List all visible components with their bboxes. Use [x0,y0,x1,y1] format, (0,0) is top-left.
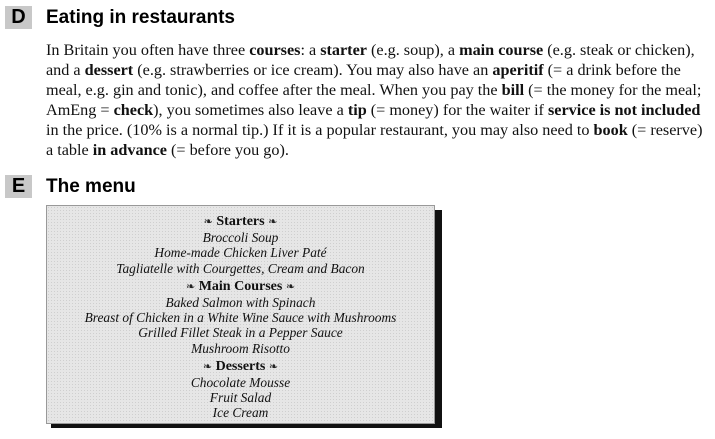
paragraph-text: (= before you go). [166,141,289,159]
key-term: in advance [92,141,167,159]
menu-group [47,279,434,356]
ornament-icon: ❧ [202,360,213,373]
paragraph-text: In Britain you often have three [46,41,250,59]
section-d-badge: D [5,6,32,29]
paragraph-text: in the price. (10% is a normal tip.) If it is a popular restaurant, you may also need to [46,121,594,139]
key-term: book [593,121,628,139]
menu-item: Broccoli Soup [202,230,279,246]
section-e-title: The menu [46,176,136,197]
paragraph-text: (e.g. soup), a [366,41,460,59]
menu-card [46,205,435,424]
paragraph-text: (= a drink before the meal, e.g. gin and tonic), and coffee after the meal. When you pay the [46,61,681,99]
ornament-icon: ❧ [203,216,213,228]
key-term: tip [347,101,367,119]
ornament-icon: ❧ [268,216,278,228]
menu-category [47,214,434,230]
ornament-icon: ❧ [185,280,196,293]
key-term: bill [501,81,525,99]
key-term: main course [459,41,544,59]
menu-group [47,214,434,276]
key-term: courses [249,41,301,59]
section-d-paragraph [46,40,710,160]
section-d-title: Eating in restaurants [46,7,235,28]
paragraph-text: (e.g. strawberries or ice cream). You may also have an [133,61,493,79]
menu-category [47,279,434,295]
section-e-badge: E [5,175,32,198]
paragraph-text: (= reserve) a table [46,121,703,159]
menu-group [47,359,434,421]
menu-item: Tagliatelle with Courgettes, Cream and Bacon [116,260,365,276]
menu-category [47,359,434,375]
key-term: starter [320,41,367,59]
paragraph-text: (e.g. steak or chicken), and a [46,41,695,79]
paragraph-text: : a [300,41,321,59]
paragraph-text: ), you sometimes also leave a [153,101,348,119]
menu-item: Ice Cream [212,405,269,421]
paragraph-text: (= money) for the waiter if [366,101,548,119]
key-term: dessert [84,61,134,79]
menu-category-label: Desserts [212,358,269,374]
menu-category-label: Main Courses [195,278,286,294]
ornament-icon: ❧ [268,360,279,373]
key-term: service is not included [548,101,701,119]
menu-item: Chocolate Mousse [190,375,291,391]
key-term: check [113,101,154,119]
menu-item: Grilled Fillet Steak in a Pepper Sauce [138,325,343,341]
menu-item: Mushroom Risotto [191,340,290,356]
menu-item: Breast of Chicken in a White Wine Sauce with Mushrooms [84,310,397,326]
menu-item: Home-made Chicken Liver Paté [154,245,327,261]
key-term: aperitif [492,61,544,79]
menu-category-label: Starters [212,214,269,229]
ornament-icon: ❧ [285,280,296,293]
menu-item: Fruit Salad [209,390,272,406]
paragraph-text: (= the money for the meal; AmEng = [46,81,702,119]
menu-item: Baked Salmon with Spinach [165,295,316,311]
